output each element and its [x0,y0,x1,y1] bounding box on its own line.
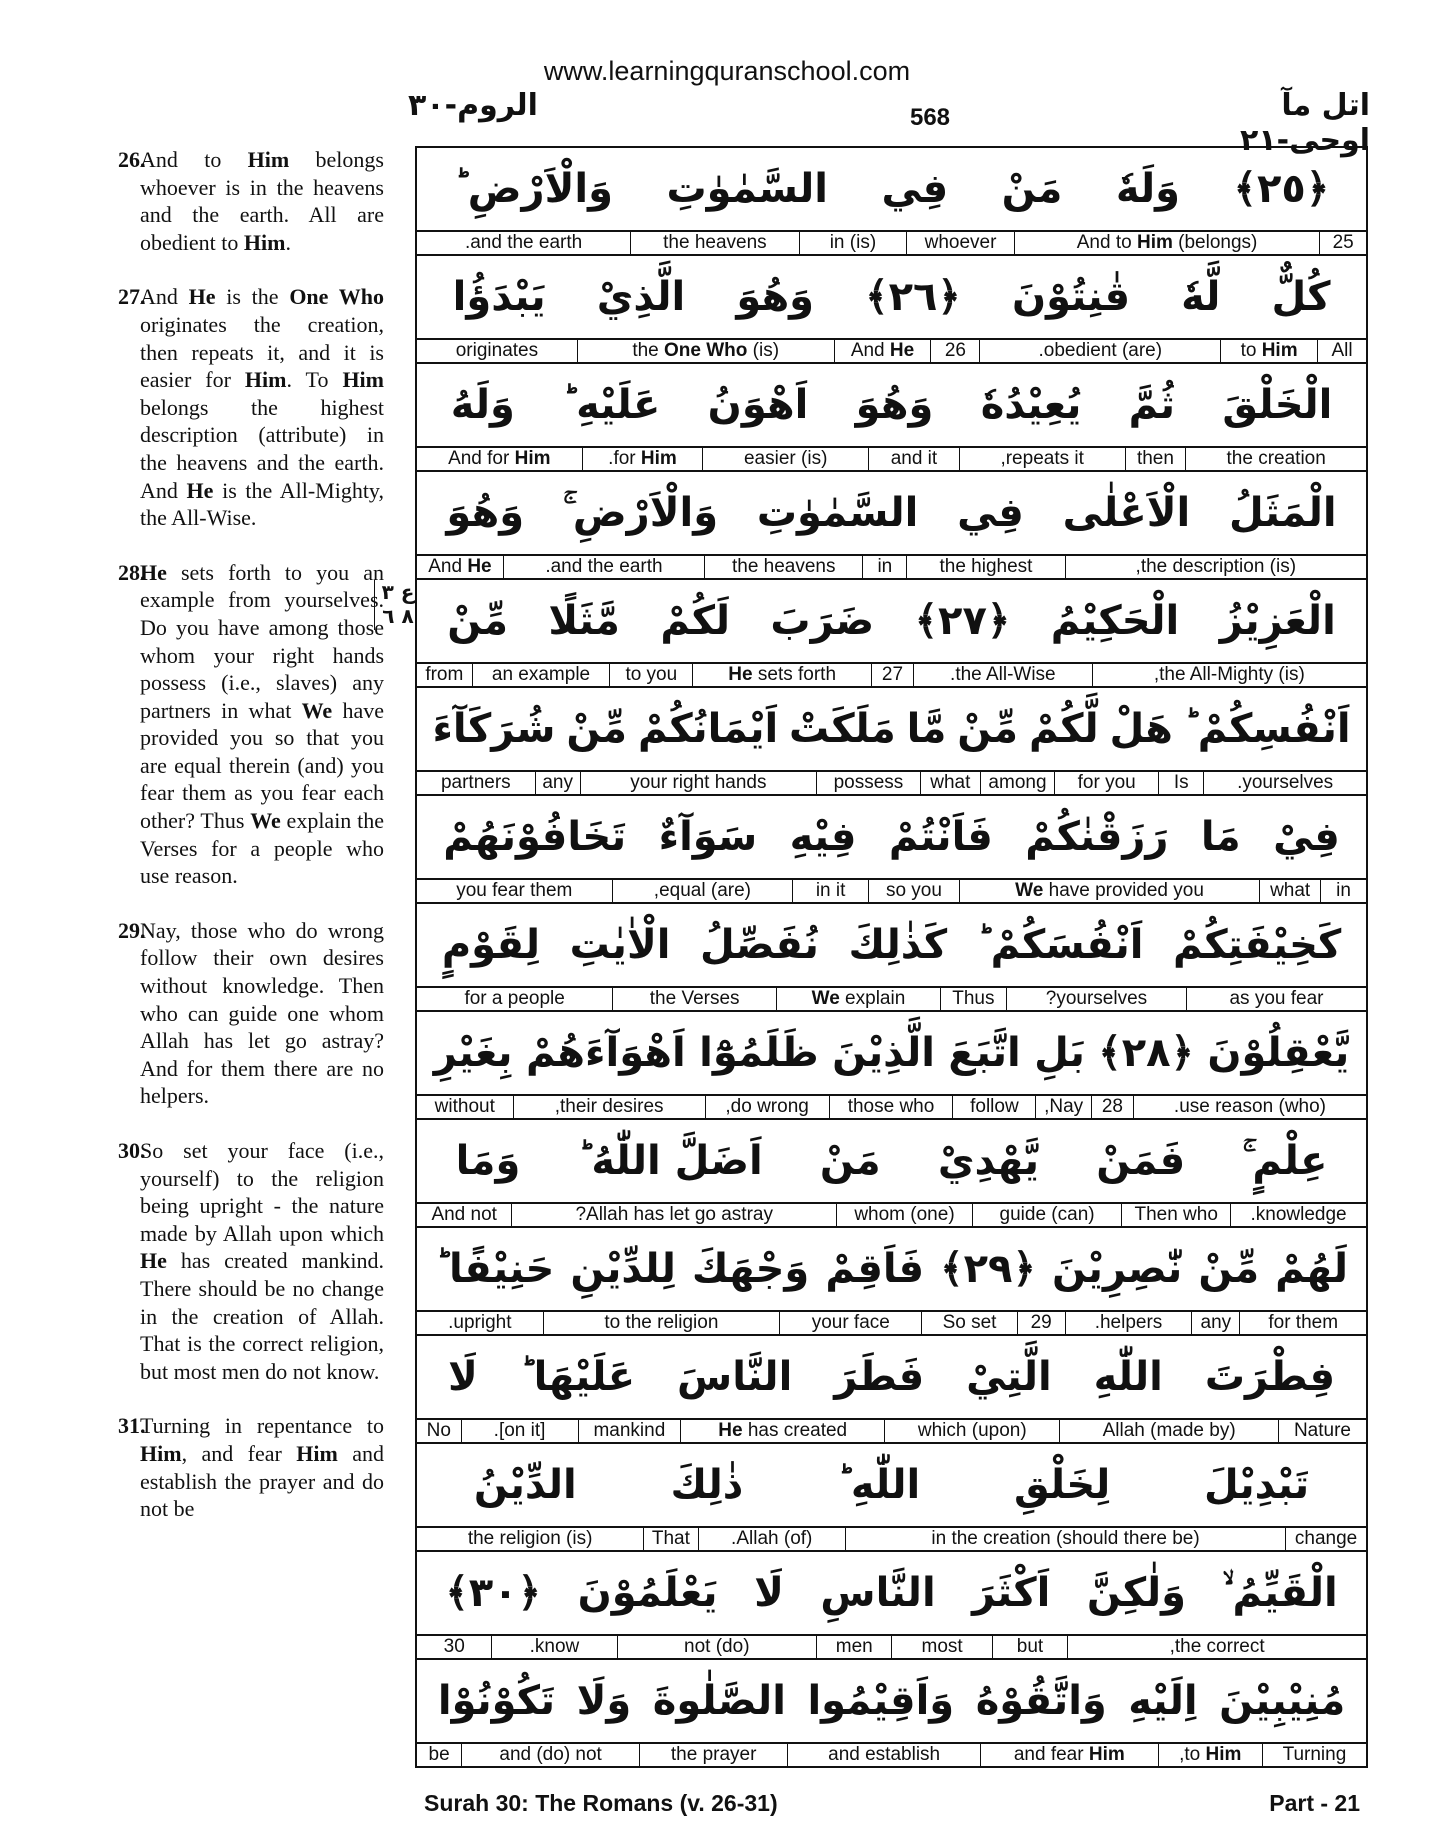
word-translation-cell: any [1191,1312,1239,1334]
word-translation-cell: (is) the description, [1065,556,1366,578]
word-translation-cell: Is [1158,772,1203,794]
arabic-word: حَنِيْفًا ؕ [435,1246,555,1292]
arabic-word: فَاَنْتُمْ [888,814,993,860]
arabic-word: يَبْدَؤُا [452,274,546,320]
arabic-word: فِي [881,166,949,212]
arabic-word: فَاَقِمْ [825,1246,925,1292]
verse-row [417,472,1366,580]
arabic-word: مِّنْ [447,598,508,644]
arabic-word: وَالْاَرْضِ ؕ [453,166,613,212]
arabic-word: رَزَقْنٰكُمْ [1025,814,1169,860]
arabic-word: النَّاسِ [820,1570,936,1616]
arabic-word: تَبْدِيْلَ [1203,1462,1310,1508]
arabic-word: وَلَهُ [450,382,515,428]
word-translation-cell: (are) equal, [612,880,793,902]
arabic-word: مَنْ [1001,166,1063,212]
word-translation-cell: yourselves? [1006,988,1186,1010]
arabic-word: كُلٌّ [1271,274,1331,320]
arabic-word: الَّذِيْ [596,274,686,320]
word-translation-cell: upright. [448,1312,512,1333]
word-translation-cell: originates [455,340,539,361]
word-translation-cell: any [535,772,580,794]
word-translation-cell: Nay, [1035,1096,1091,1118]
arabic-word: لِلدِّيْنِ [570,1246,676,1292]
word-translation-cell: 30 [443,1636,465,1657]
verse-row [417,1228,1366,1336]
verse-number: 28. [118,559,146,585]
word-translation-cell: And to Him (belongs) [1014,232,1320,254]
word-translation-cell: Allah has let go astray? [511,1204,836,1226]
word-translation-cell: men [816,1636,891,1658]
word-translation-cell: the creation [1185,448,1366,470]
arabic-word: سَوَآءٌ [658,814,758,860]
word-translation-cell: knowledge. [1230,1204,1366,1226]
word-translation-cell: (should there be) in the creation [845,1528,1285,1550]
arabic-word: الْقَيِّمُ ۙ [1222,1570,1338,1616]
arabic-line [417,796,1366,880]
word-translation-line [417,556,1366,578]
arabic-word: هَلْ [1109,706,1173,752]
arabic-word: وَالْاَرْضِ ۚ [562,490,719,536]
word-translation-cell: in it [792,880,868,902]
word-translation-cell: mankind [578,1420,681,1442]
verse-row [417,1012,1366,1120]
word-translation-cell: (can) guide [972,1204,1121,1226]
arabic-word: ﴿٢٦﴾ [865,274,961,320]
word-translation-cell: All [1317,340,1366,362]
verse-number: 30. [118,1138,146,1163]
arabic-word: كَخِيْفَتِكُمْ [1173,922,1342,968]
word-translation-cell: (are) obedient. [979,340,1220,362]
word-translation-cell: for you [1054,772,1158,794]
arabic-word: شُرَكَآءَ [432,706,556,752]
arabic-line [417,688,1366,772]
verse-row [417,688,1366,796]
word-translation-cell: We explain [776,988,940,1010]
footer-part: Part - 21 [1269,1790,1360,1816]
arabic-word: فِطْرَتَ [1204,1354,1336,1400]
verse-number: 27. [118,284,146,310]
arabic-word: اَنْفُسِكُمْ ؕ [1183,706,1351,752]
arabic-line [417,1336,1366,1420]
word-translation-cell: possess [816,772,920,794]
arabic-word: وَهُوَ [446,490,525,536]
arabic-word: مَلَكَتْ [789,706,896,752]
word-translation-cell: the prayer [639,1744,787,1766]
arabic-line [417,1552,1366,1636]
word-translation-cell: then [1125,448,1186,470]
arabic-word: وَاَقِيْمُوا [807,1678,955,1724]
word-translation-line [417,772,1366,794]
arabic-word: وَهُوَ [736,274,815,320]
arabic-word: ﴿٢٥﴾ [1233,166,1330,212]
word-translation-cell: the highest [906,556,1064,578]
word-translation-cell: So set [921,1312,1016,1334]
word-translation-cell: (is) in [799,232,907,254]
word-translation-line [417,1528,1366,1550]
word-translation-cell: the Verses [612,988,776,1010]
arabic-word: ﴿٢٧﴾ [914,598,1011,644]
word-translation-cell: your right hands [580,772,816,794]
translation-paragraph [118,1412,384,1522]
word-translation-cell: partners [440,772,511,793]
word-translation-cell: without [434,1096,495,1117]
arabic-word: مَنْ [819,1138,881,1184]
verse-row [417,796,1366,904]
word-translation-line [417,1096,1366,1118]
arabic-word: اللّٰهِ [1093,1354,1163,1400]
verse-row [417,1120,1366,1228]
arabic-word: النَّاسَ [677,1354,793,1400]
arabic-word: لِخَلْقِ [1013,1462,1111,1508]
translation-paragraph [118,917,384,1110]
arabic-word: ظَلَمُوْٓا [699,1030,819,1076]
word-translation-cell: you fear them [456,880,573,901]
arabic-word: فَطَرَ [834,1354,925,1400]
word-translation-cell: (of) Allah. [698,1528,845,1550]
verse-number: 29. [118,917,146,943]
word-by-word-table [415,146,1368,1768]
verse-row [417,364,1366,472]
arabic-line [417,1012,1366,1096]
arabic-word: فِيْ [1273,814,1340,860]
arabic-word: مِّنْ [957,706,1019,752]
arabic-word: السَّمٰوٰتِ [666,166,828,212]
word-translation-cell: That [643,1528,697,1550]
word-translation-cell: for a people [464,988,565,1009]
arabic-line [417,364,1366,448]
word-translation-cell: to Him, [1158,1744,1262,1766]
word-translation-cell: He sets forth [692,664,871,686]
arabic-word: اِلَيْهِ [1128,1678,1198,1724]
word-translation-cell: and it [868,448,959,470]
verse-row [417,1552,1366,1660]
word-translation-cell: among [980,772,1055,794]
arabic-word: مُنِيْبِيْنَ [1219,1678,1346,1724]
arabic-word: ﴿٣٠﴾ [445,1570,542,1616]
arabic-word: فِيْهِ [789,814,857,860]
arabic-word: اَيْمَانُكُمْ [637,706,779,752]
word-translation-line [417,1204,1366,1226]
word-translation-cell: so you [868,880,959,902]
word-translation-cell: yourselves. [1203,772,1366,794]
arabic-line [417,472,1366,556]
arabic-word: اَنْفُسَكُمْ ؕ [976,922,1144,968]
arabic-word: وَجْهَكَ [691,1246,810,1292]
word-translation-cell: be [428,1744,450,1765]
word-translation-cell: We have provided you [959,880,1259,902]
footer-surah-title: Surah 30: The Romans (v. 26-31) [424,1790,778,1816]
word-translation-line [417,232,1366,254]
verse-row [417,1444,1366,1552]
word-translation-cell: the heavens [630,232,798,254]
surah-name-arabic: الروم-۳۰ [408,88,538,123]
word-translation-cell: and the earth. [503,556,704,578]
word-translation-cell: their desires, [513,1096,705,1118]
verse-row [417,256,1366,364]
arabic-word: الْاٰيٰتِ [569,922,671,968]
arabic-word: فِي [957,490,1024,536]
word-translation-cell: your face [779,1312,921,1334]
verse-number: 31. [118,1413,146,1439]
arabic-word: عِلْمٍ ۚ [1242,1138,1328,1184]
arabic-line [417,580,1366,664]
word-translation-cell: in [862,556,906,578]
translation-paragraph [118,283,384,531]
arabic-word: اَهْوَنُ [707,382,809,428]
website-url: www.learningquranschool.com [543,56,911,86]
arabic-word: ﴿٢٨﴾ [1098,1030,1194,1076]
part-name-arabic: اتل مآ اوحی-۲۱ [1240,88,1370,158]
verse-translation: So set your face (i.e., yourself) to the religion being upright - the nature made by Allah upon which He has created mankind. There should be no change in the creation of Allah. That is the correct religion, but most men do not know. [140,1138,384,1384]
translation-paragraph [118,559,384,890]
arabic-word: الْاَعْلٰى [1062,490,1191,536]
arabic-word: كَذٰلِكَ [848,922,948,968]
arabic-word: لِقَوْمٍ [441,922,541,968]
arabic-word: اَهْوَآءَهُمْ [525,1030,686,1076]
arabic-word: وَلَهٗ [1115,166,1181,212]
word-translation-cell: for them [1239,1312,1366,1334]
translation-paragraph [118,146,384,256]
verse-row [417,1660,1366,1766]
word-translation-line [417,664,1366,686]
arabic-word: ثُمَّ [1128,382,1176,428]
arabic-word: قٰنِتُوْنَ [1011,274,1131,320]
word-translation-cell: No [426,1420,451,1441]
word-translation-cell: those who [829,1096,953,1118]
word-translation-cell: Thus [940,988,1006,1010]
word-translation-cell: know. [491,1636,616,1658]
arabic-word: ضَرَبَ [770,598,875,644]
arabic-word: عَلَيْهِ ؕ [562,382,661,428]
arabic-word: لَّكُمْ [1028,706,1099,752]
word-translation-cell: 28 [1091,1096,1133,1118]
arabic-line [417,1444,1366,1528]
word-translation-cell: but [992,1636,1067,1658]
arabic-word: مِّنْ [1198,1246,1260,1292]
verse-row [417,148,1366,256]
arabic-word: لَكُمْ [660,598,730,644]
arabic-word: نُفَصِّلُ [700,922,819,968]
arabic-word: وَهُوَ [855,382,934,428]
verse-translation: He sets forth to you an example from yourselves. Do you have among those whom your right hands possess (i.e., slaves) any partners in what We have provided you so that you are equal therein (and) you fear them as you fear each other? Thus We explain the Verses for a people who use reason. [140,559,385,889]
arabic-word: الدِّيْنُ [473,1462,577,1508]
word-translation-cell: in [1320,880,1366,902]
word-translation-cell: (one) whom [836,1204,972,1226]
word-translation-cell: what [920,772,980,794]
arabic-word: الْمَثَلُ [1229,490,1337,536]
word-translation-cell: repeats it, [959,448,1125,470]
word-translation-cell: And He [834,340,931,362]
arabic-word: الْعَزِيْزُ [1219,598,1336,644]
word-translation-cell: and the earth. [464,232,583,253]
word-translation-cell: (made by) Allah [1059,1420,1278,1442]
arabic-word: اللّٰهِ ؕ [837,1462,921,1508]
arabic-word: يَعْلَمُوْنَ [577,1570,718,1616]
arabic-word: عَلَيْهَا ؕ [519,1354,636,1400]
arabic-word: اَكْثَرَ [972,1570,1051,1616]
word-translation-cell: 27 [871,664,913,686]
arabic-word: بِغَيْرِ [433,1030,513,1076]
arabic-word: تَكُوْنُوْا [437,1678,556,1724]
arabic-word: يُعِيْدُهٗ [980,382,1082,428]
arabic-word: وَلٰكِنَّ [1086,1570,1187,1616]
word-translation-cell: to Him [1220,340,1317,362]
word-translation-cell: and (do) not [461,1744,639,1766]
verse-translation: Nay, those who do wrong follow their own desires without knowledge. Then who can guide one whom Allah has let go astray? And for them there are no helpers. [140,917,384,1109]
word-translation-cell: And He [428,556,492,577]
arabic-word: لَا [448,1354,478,1400]
word-translation-cell: (is) the All-Mighty, [1092,664,1366,686]
word-translation-cell: do wrong, [705,1096,829,1118]
word-translation-line [417,1312,1366,1334]
word-translation-cell: (is) the One Who [577,340,834,362]
arabic-line [417,256,1366,340]
arabic-word: السَّمٰوٰتِ [756,490,919,536]
verse-number: 26. [118,147,146,172]
word-translation-cell: an example [472,664,610,686]
word-translation-line [417,988,1366,1010]
ruku-marker: ع ٣ ٨ ٦ [374,580,421,630]
word-translation-line [417,880,1366,902]
word-translation-cell: And for Him [448,448,551,469]
word-translation-cell: follow [952,1096,1035,1118]
word-translation-cell: and fear Him [980,1744,1158,1766]
arabic-word: الْحَكِيْمُ [1050,598,1180,644]
arabic-word: لَا [754,1570,784,1616]
word-translation-cell: and establish [787,1744,980,1766]
arabic-word: لَهُمْ [1275,1246,1348,1292]
arabic-line [417,1120,1366,1204]
arabic-word: فَمَنْ [1096,1138,1186,1184]
word-translation-cell: the All-Wise. [913,664,1092,686]
word-translation-cell: change [1285,1528,1366,1550]
word-translation-cell: from [425,664,464,685]
word-translation-cell: the correct, [1067,1636,1366,1658]
word-translation-cell: helpers. [1065,1312,1192,1334]
word-translation-cell: [on it]. [461,1420,578,1442]
arabic-line [417,1228,1366,1312]
arabic-word: نّٰصِرِيْنَ [1051,1246,1183,1292]
arabic-word: اتَّبَعَ [948,1030,1021,1076]
arabic-word: مَّا [906,706,947,752]
word-translation-cell: what [1259,880,1320,902]
word-translation-cell: (upon) which [884,1420,1059,1442]
arabic-word: اَضَلَّ اللّٰهُ ؕ [577,1138,763,1184]
word-translation-cell: He has created [680,1420,884,1442]
arabic-word: مَّثَلًا [548,598,620,644]
arabic-word: الصَّلٰوةَ [652,1678,786,1724]
word-translation-line [417,340,1366,362]
translation-paragraph [118,1137,384,1385]
arabic-word: وَاتَّقُوْهُ [975,1678,1107,1724]
word-translation-cell: most [891,1636,991,1658]
word-translation-cell: 25 [1319,232,1366,254]
word-translation-line [417,1420,1366,1442]
word-translation-cell: (do) not [617,1636,817,1658]
word-translation-cell: Turning [1262,1744,1366,1766]
verse-row [417,580,1366,688]
verse-translation: And to Him belongs whoever is in the heavens and the earth. All are obedient to Him. [140,147,384,255]
arabic-word: الَّذِيْنَ [832,1030,935,1076]
word-translation-cell: (who) use reason. [1133,1096,1366,1118]
word-translation-cell: the heavens [704,556,862,578]
word-translation-cell: as you fear [1186,988,1366,1010]
arabic-word: تَخَافُوْنَهُمْ [443,814,627,860]
arabic-word: مَا [1200,814,1241,860]
translation-column [118,146,384,1550]
arabic-word: مِّنْ [566,706,628,752]
arabic-word: يَّعْقِلُوْنَ [1207,1030,1350,1076]
word-translation-cell: 29 [1017,1312,1065,1334]
word-translation-cell: for Him. [582,448,703,470]
arabic-line [417,904,1366,988]
word-translation-line [417,448,1366,470]
page-number: 568 [909,104,951,131]
arabic-word: يَّهْدِيْ [937,1138,1040,1184]
word-translation-cell: whoever [906,232,1014,254]
verse-translation: Turning in repentance to Him, and fear Him and establish the prayer and do not be [140,1413,385,1522]
arabic-word: لَّهٗ [1181,274,1221,320]
word-translation-cell: Nature [1278,1420,1366,1442]
word-translation-cell: And not [431,1204,497,1225]
word-translation-cell: (is) easier [702,448,868,470]
arabic-word: وَلَا [576,1678,632,1724]
arabic-word: ذٰلِكَ [670,1462,744,1508]
verse-translation: And He is the One Who originates the creation, then repeats it, and it is easier for Him. To Him belongs the highest description (attribute) in the heavens and the earth. And He is the All-Mighty, the All-Wise. [140,284,385,531]
arabic-line [417,148,1366,232]
arabic-word: الَّتِيْ [966,1354,1052,1400]
word-translation-line [417,1636,1366,1658]
verse-row [417,904,1366,1012]
arabic-word: بَلِ [1034,1030,1085,1076]
verse-row [417,1336,1366,1444]
arabic-word: وَمَا [455,1138,521,1184]
word-translation-line [417,1744,1366,1766]
arabic-word: الْخَلْقَ [1222,382,1333,428]
arabic-word: ﴿٢٩﴾ [940,1246,1036,1292]
word-translation-cell: 26 [930,340,979,362]
word-translation-cell: (is) the religion [467,1528,593,1549]
arabic-line [417,1660,1366,1744]
word-translation-cell: to the religion [543,1312,780,1334]
word-translation-cell: to you [609,664,692,686]
word-translation-cell: Then who [1121,1204,1230,1226]
